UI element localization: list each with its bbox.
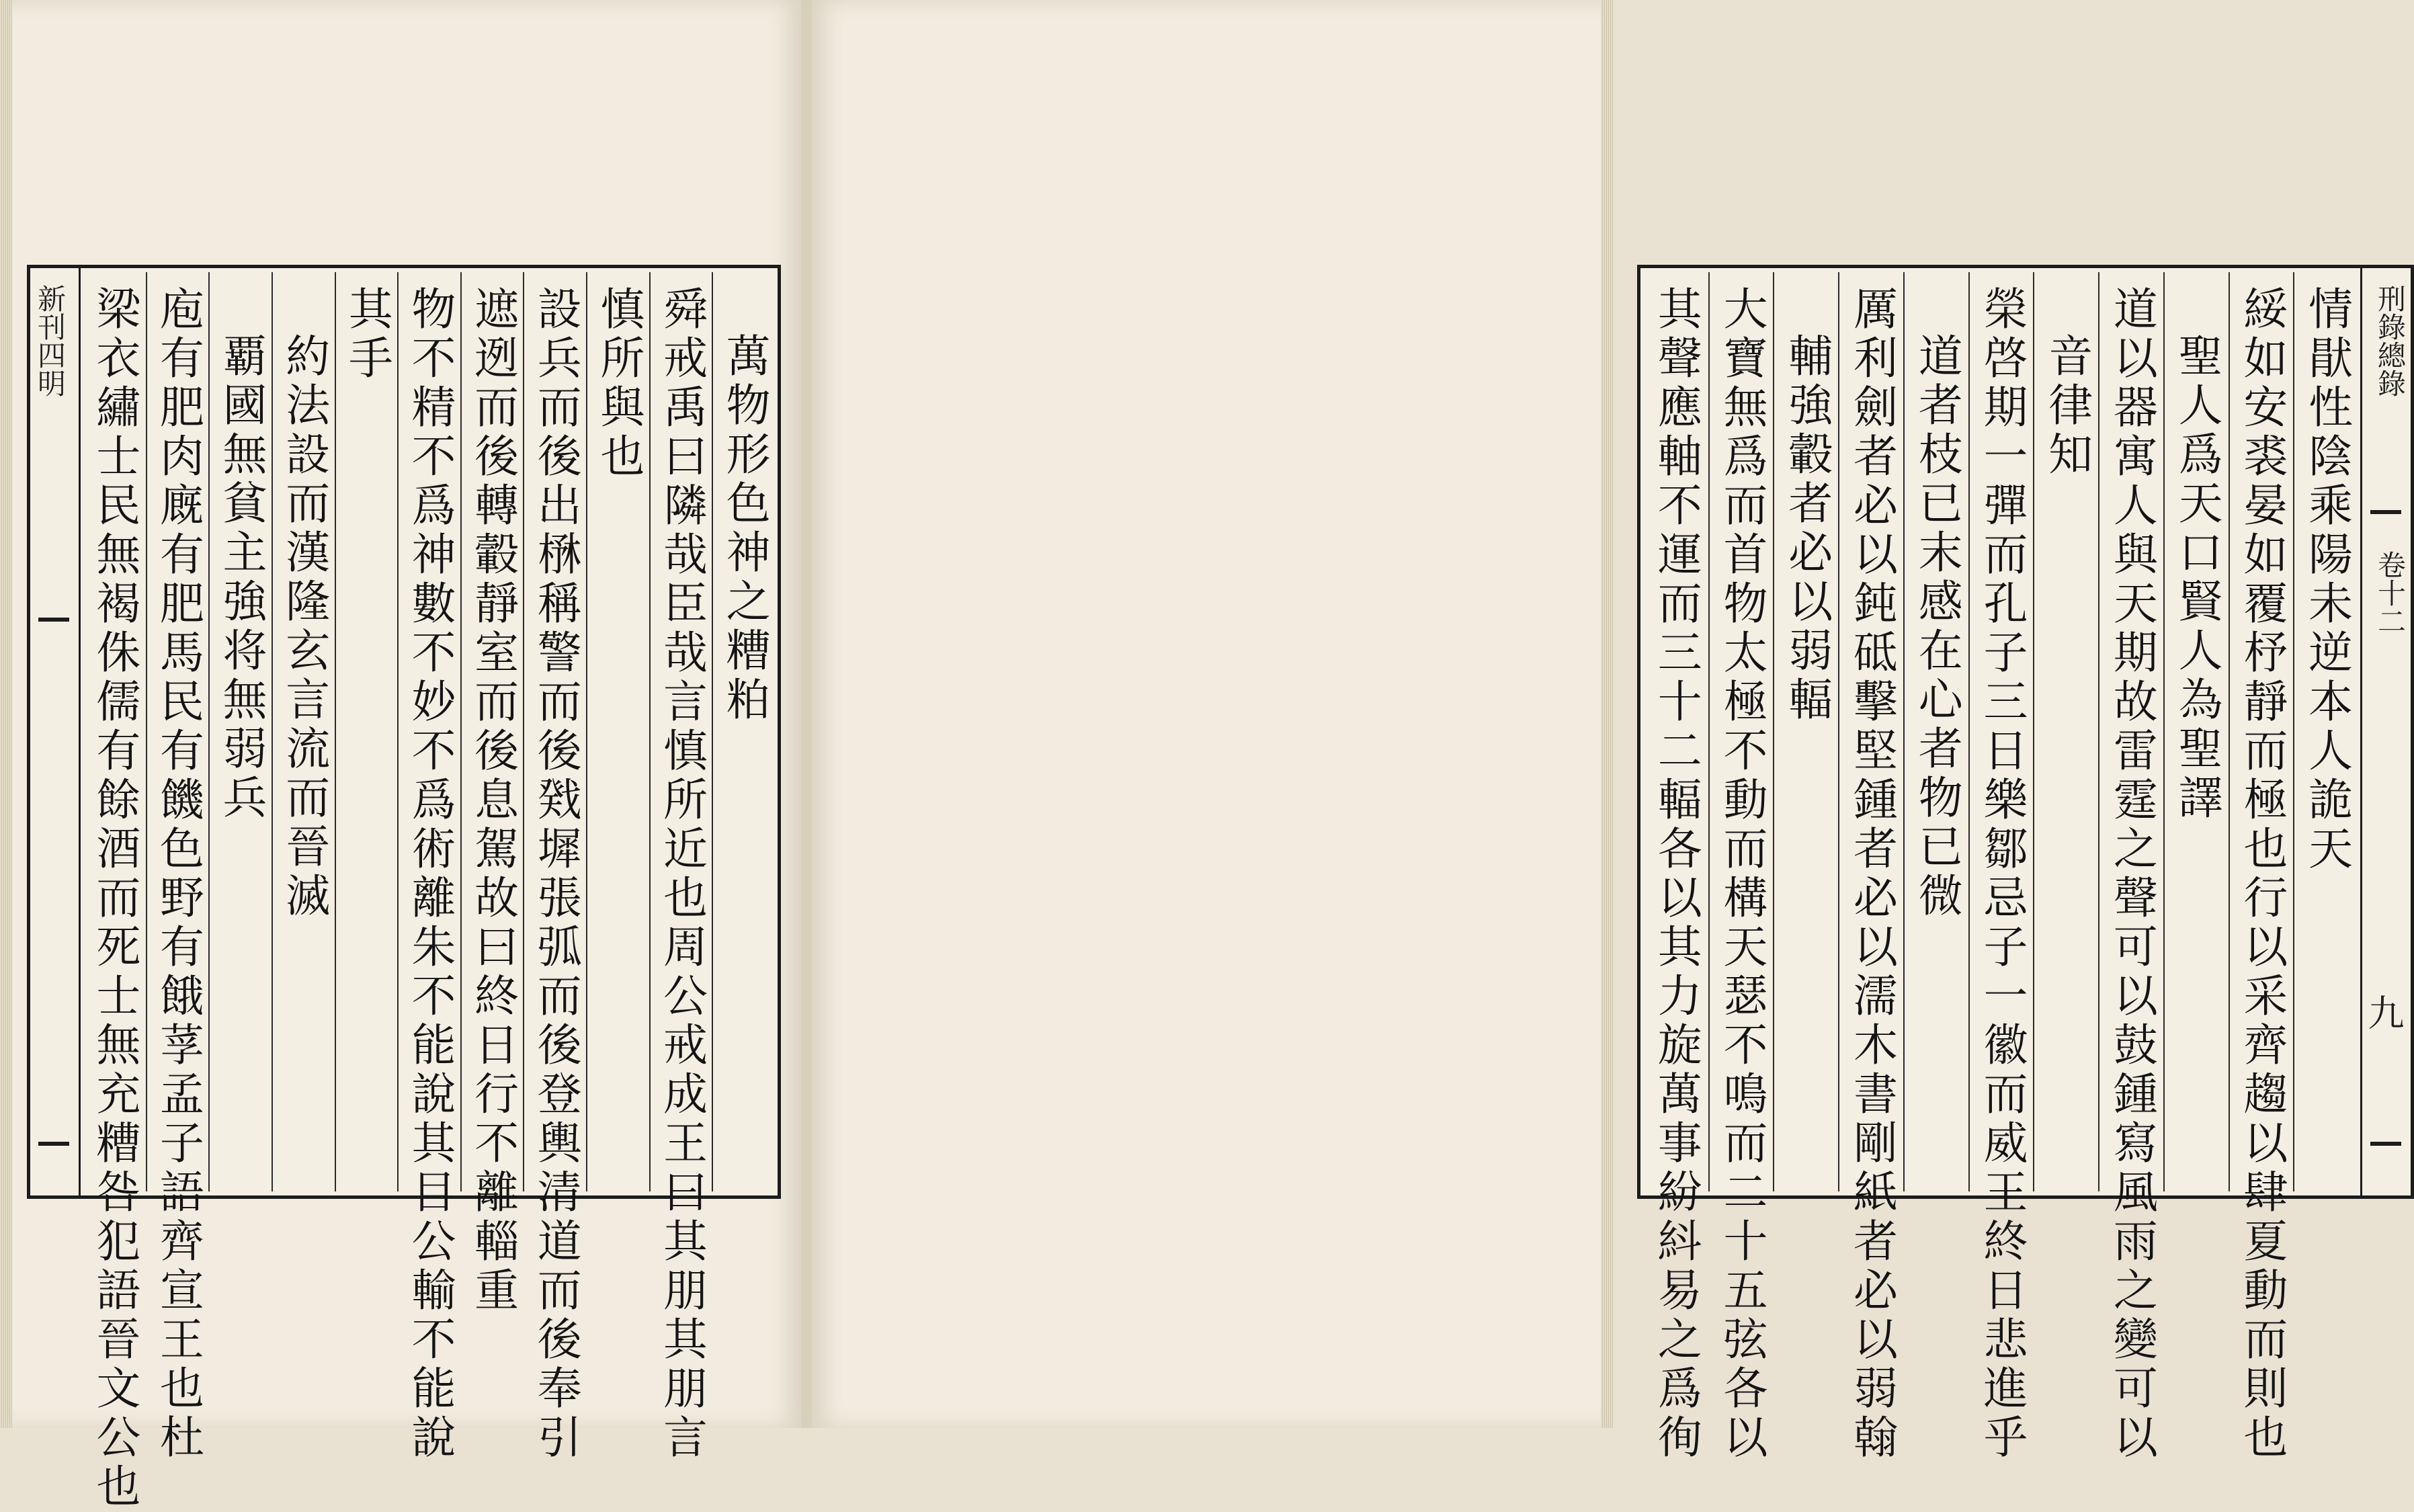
text-column (523, 272, 586, 1463)
text-column (2098, 272, 2163, 1463)
column-text: 梁衣繡士民無褐侏儒有餘酒而死士無充糟咎犯語晉文公也 (88, 286, 140, 1512)
fish-tail-mark (2370, 1142, 2401, 1146)
fold-margin-strip (2360, 268, 2411, 1195)
column-text: 厲利劍者必以鈍砥擊堅鍾者必以濡木書剛紙者必以弱翰 (1845, 286, 1898, 1463)
left-text-frame (27, 265, 781, 1512)
text-column (146, 272, 209, 1463)
text-column (712, 272, 775, 1191)
column-text: 物不精不爲神數不妙不爲術離朱不能說其目公輸不能說 (403, 286, 456, 1463)
text-column (649, 272, 712, 1463)
text-column (1643, 272, 1708, 1463)
column-text: 音律知 (2040, 333, 2093, 480)
column-text: 道以器寓人與天期故雷霆之聲可以鼓鍾寫風雨之變可以 (2106, 286, 2158, 1463)
fish-tail-mark (38, 1142, 69, 1146)
right-text-frame (1637, 265, 2414, 1463)
text-column (2163, 272, 2229, 1191)
column-text: 庖有肥肉廐有肥馬民有饑色野有餓莩孟子語齊宣王也杜 (152, 286, 204, 1463)
text-column (397, 272, 460, 1463)
column-text: 道者枝已末感在心者物已微 (1911, 333, 1963, 921)
column-text: 其聲應軸不運而三十二輻各以其力旋萬事紛紏易之爲徇 (1650, 286, 1702, 1463)
right-columns (1643, 272, 2358, 1463)
text-column (1968, 272, 2034, 1463)
book-gutter (801, 0, 812, 1428)
column-text: 約法設而漢隆玄言流而晉滅 (278, 333, 330, 921)
page-edge-stack (0, 0, 12, 1428)
column-text: 聖人爲天口賢人為聖譯 (2171, 333, 2223, 823)
text-column (83, 272, 146, 1512)
page-edge-stack (1601, 0, 1613, 1428)
text-column (460, 272, 524, 1316)
text-column (2229, 272, 2294, 1463)
text-column (2293, 272, 2358, 1191)
fish-tail-mark (38, 618, 69, 622)
column-text: 輔強轂者必以弱輻 (1780, 333, 1833, 725)
column-text: 遮迾而後轉轂靜室而後息駕故曰終日行不離輜重 (466, 286, 519, 1316)
column-text: 其手 (341, 286, 393, 384)
text-column (1773, 272, 1838, 1191)
column-text: 榮啓期一彈而孔子三日樂鄒忌子一徽而威王終日悲進乎 (1975, 286, 2028, 1463)
left-columns (83, 272, 775, 1512)
column-text: 舜戒禹曰隣哉臣哉言慎所近也周公戒成王曰其朋其朋言 (655, 286, 708, 1463)
text-column (1903, 272, 1968, 1191)
right-page (812, 0, 2407, 1463)
fold-margin-strip (30, 268, 81, 1195)
column-text: 大寶無爲而首物太極不動而構天瑟不鳴而二十五弦各以 (1716, 286, 1768, 1463)
left-page (0, 0, 801, 1512)
text-column (272, 272, 335, 1191)
column-text: 覇國無貧主強将無弱兵 (215, 333, 267, 823)
column-text: 設兵而後出㮊稱警而後戣墀張弧而後登輿清道而後奉引 (530, 286, 582, 1463)
text-column (2033, 272, 2098, 1191)
text-column (208, 272, 272, 1191)
margin-volume: 卷十二 (2374, 550, 2407, 635)
column-text: 情猒性陰乘陽未逆本人詭天 (2300, 286, 2353, 874)
margin-title: 刑錄總錄 (2374, 284, 2407, 397)
margin-title: 新刊四明 (34, 284, 67, 397)
text-column (586, 272, 649, 1191)
column-text: 萬物形色神之糟粕 (718, 333, 771, 725)
text-column (1708, 272, 1774, 1463)
fish-tail-mark (2370, 510, 2401, 514)
margin-page-number: 九 (2362, 994, 2405, 1030)
column-text: 綏如安裘晏如覆杼靜而極也行以采齊趨以肆夏動而則也 (2235, 286, 2288, 1463)
text-column (1838, 272, 1903, 1463)
text-column (335, 272, 398, 1191)
column-text: 慎所與也 (592, 286, 644, 482)
